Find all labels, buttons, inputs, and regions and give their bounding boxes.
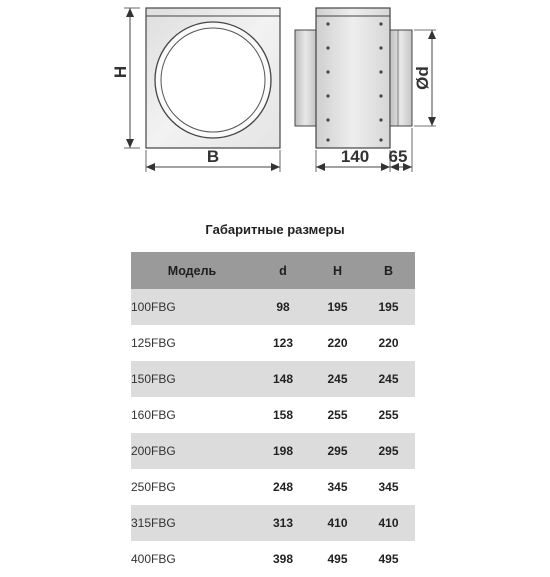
front-duct-opening-inner (161, 28, 265, 132)
cell-d: 248 (272, 480, 294, 494)
side-view (295, 8, 412, 148)
cell-h: 345 (327, 480, 348, 494)
cell-b: 245 (362, 361, 415, 397)
technical-drawing (0, 0, 550, 210)
dimension-h (111, 8, 140, 148)
cell-d: 398 (272, 552, 294, 566)
table-row (131, 505, 415, 541)
header-h: H (313, 252, 362, 289)
height-label: H (111, 65, 130, 79)
cell-model: 315FBG (131, 505, 253, 541)
cell-d: 198 (253, 433, 313, 469)
cell-d: 123 (272, 336, 294, 350)
cell-model: 150FBG (131, 361, 253, 397)
cell-b: 495 (378, 552, 399, 566)
depth-label: 140 (340, 147, 370, 166)
table-row (131, 541, 415, 577)
side-body (316, 8, 390, 148)
cell-d: 148 (253, 361, 313, 397)
cell-model: 400FBG (131, 552, 176, 566)
cell-d: 158 (272, 408, 294, 422)
cell-d: 98 (253, 289, 313, 325)
header-d: d (253, 252, 313, 289)
table-row (131, 469, 415, 505)
cell-h: 255 (327, 408, 348, 422)
header-b: B (362, 252, 415, 289)
dimensions-table (131, 252, 415, 577)
dimension-b (146, 147, 280, 172)
cell-model: 250FBG (131, 480, 176, 494)
cell-b: 295 (362, 433, 415, 469)
cell-h: 495 (327, 552, 348, 566)
cell-h: 295 (313, 433, 362, 469)
cell-model: 160FBG (131, 408, 176, 422)
dimension-diameter (413, 30, 436, 126)
cell-d: 313 (253, 505, 313, 541)
header-model: Модель (131, 252, 253, 289)
cell-model: 125FBG (131, 336, 176, 350)
cell-b: 410 (362, 505, 415, 541)
table-row (131, 361, 415, 397)
cell-model: 200FBG (131, 433, 253, 469)
width-label: B (206, 147, 220, 166)
front-view (146, 8, 280, 148)
cell-h: 220 (327, 336, 348, 350)
diameter-label: Ød (413, 66, 432, 90)
table-row (131, 397, 415, 433)
cell-h: 410 (313, 505, 362, 541)
table-row (131, 325, 415, 361)
side-spigot-left (295, 30, 316, 126)
side-spigot-right (390, 30, 412, 126)
table-header-row (131, 252, 415, 289)
cell-b: 345 (378, 480, 399, 494)
cell-h: 195 (313, 289, 362, 325)
spigot-label: 65 (388, 147, 408, 166)
table-row (131, 289, 415, 325)
cell-b: 195 (362, 289, 415, 325)
table-row (131, 433, 415, 469)
cell-h: 245 (313, 361, 362, 397)
cell-b: 255 (378, 408, 399, 422)
cell-model: 100FBG (131, 289, 253, 325)
table-title: Габаритные размеры (205, 222, 345, 237)
cell-b: 220 (378, 336, 399, 350)
